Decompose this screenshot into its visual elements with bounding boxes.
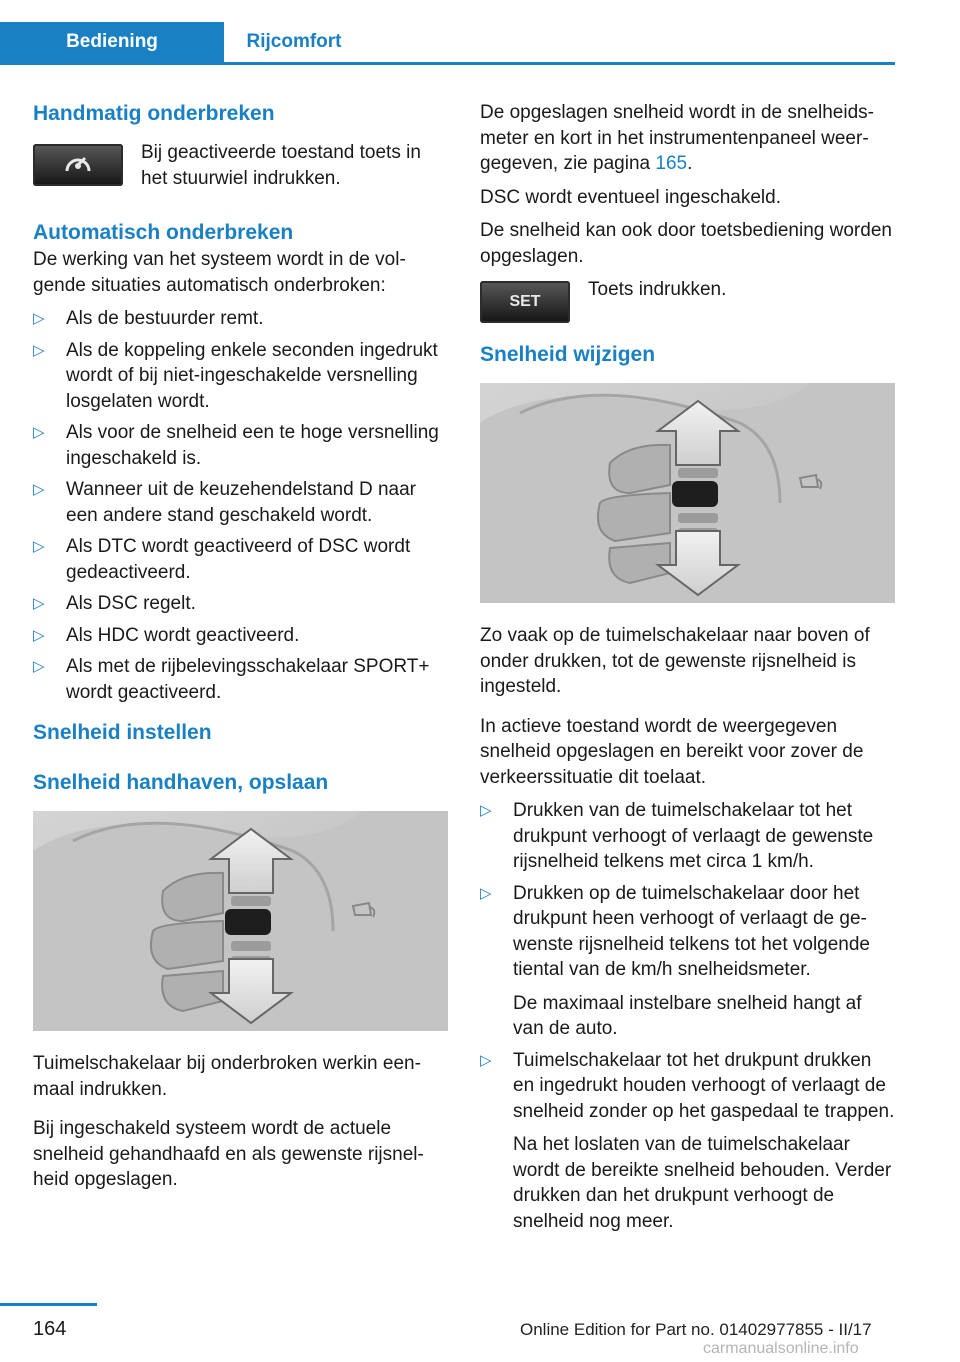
list-item-note: De maximaal instelbare snelheid hangt af van de auto. [513, 992, 862, 1039]
set-key-row [480, 277, 895, 323]
after-image-text-2: Bij ingeschakeld systeem wordt de actuele snelheid gehandhaafd en als gewenste rijsnelheid opgeslagen. [33, 1118, 424, 1190]
triangle-bullet-icon: ▷ [33, 658, 45, 675]
triangle-bullet-icon: ▷ [33, 341, 45, 359]
stored-speed-text: De opgeslagen snelheid wordt in de snelheidsmeter en kort in het instrumentenpaneel weergegeven, zie pagina 165. [480, 102, 874, 174]
triangle-bullet-icon: ▷ [480, 1051, 492, 1069]
list-item: ▷ Wanneer uit de keuzehendelstand D naar een andere stand geschakeld wordt. [33, 479, 416, 526]
right-column [480, 100, 895, 1242]
after-image-text-1: Tuimelschakelaar bij onderbroken werkin eenmaal indrukken. [33, 1053, 421, 1100]
list-item-note: Na het loslaten van de tuimelschakelaar wordt de bereikte snelheid behouden. Verder drukken dan het drukpunt verhoogt de snelheid nog meer. [513, 1134, 892, 1232]
change-list [480, 798, 895, 1234]
set-key-text: Toets indrukken. [588, 279, 727, 300]
list-item: ▷ Als voor de snelheid een te hoge versnelling ingeschakeld is. [33, 422, 439, 469]
watermark: carmanualsonline.info [703, 1340, 859, 1357]
steering-wheel-rocker-image [480, 383, 895, 603]
list-item: ▷ Als DTC wordt geactiveerd of DSC wordt gedeactiveerd. [33, 536, 411, 583]
left-column [33, 100, 448, 1201]
tab-rijcomfort[interactable]: Rijcomfort [246, 31, 342, 52]
header-tabs [0, 22, 895, 65]
list-item: ▷ Als HDC wordt geactiveerd. [33, 623, 448, 649]
list-item: ▷ Als de bestuurder remt. [33, 306, 448, 332]
heading-manual-interrupt: Handmatig onderbreken [33, 102, 275, 125]
triangle-bullet-icon: ▷ [33, 424, 45, 441]
page-number: 164 [33, 1318, 67, 1340]
key-store-text: De snelheid kan ook door toetsbediening worden opgeslagen. [480, 220, 892, 267]
triangle-bullet-icon: ▷ [480, 884, 492, 902]
triangle-bullet-icon: ▷ [33, 310, 45, 327]
auto-list [33, 306, 448, 705]
cruise-control-interrupt-icon [33, 144, 123, 186]
triangle-bullet-icon: ▷ [33, 481, 45, 498]
after-image-text-1: Zo vaak op de tuimelschakelaar naar boven of onder drukken, tot de gewenste rijsnelheid is ingesteld. [480, 625, 870, 697]
heading-auto-interrupt: Automatisch onderbreken [33, 221, 294, 244]
after-image-text-2: In actieve toestand wordt de weergegeven snelheid opgeslagen en bereikt voor zover de verkeerssituatie dit toelaat. [480, 715, 864, 788]
page-link-165[interactable]: 165 [655, 153, 688, 174]
edition-note: Online Edition for Part no. 01402977855 - II/17 [520, 1320, 872, 1339]
heading-maintain-store: Snelheid handhaven, opslaan [33, 771, 329, 794]
triangle-bullet-icon: ▷ [480, 802, 492, 819]
triangle-bullet-icon: ▷ [33, 538, 45, 555]
interrupt-text: Bij geactiveerde toestand toets in het stuurwiel indrukken. [141, 142, 421, 189]
tab-bediening[interactable]: Bediening [0, 22, 224, 62]
triangle-bullet-icon: ▷ [33, 595, 45, 612]
list-item: ▷ Als met de rijbelevingsschakelaar SPORT+ wordt geactiveerd. [33, 656, 430, 703]
heading-change-speed: Snelheid wijzigen [480, 343, 656, 366]
auto-intro: De werking van het systeem wordt in de volgende situaties automatisch onderbroken: [33, 249, 406, 296]
list-item: ▷ Drukken van de tuimelschakelaar tot het drukpunt verhoogt of verlaagt de gewenste rijsnelheid telkens met circa 1 km/h. [480, 800, 874, 872]
set-key-icon: SET [480, 281, 570, 323]
list-item: ▷ Als DSC regelt. [33, 591, 448, 617]
steering-wheel-rocker-image [33, 811, 448, 1031]
list-item: ▷ Als de koppeling enkele seconden ingedrukt wordt of bij niet-ingeschakelde versnelling losgelaten wordt. [33, 339, 438, 412]
footer-rule [0, 1303, 97, 1306]
heading-set-speed: Snelheid instellen [33, 721, 212, 744]
triangle-bullet-icon: ▷ [33, 626, 45, 644]
dsc-text: DSC wordt eventueel ingeschakeld. [480, 186, 782, 208]
list-item: ▷ Drukken op de tuimelschakelaar door het drukpunt heen verhoogt of verlaagt de gewenste rijsnelheid telkens tot het volgende tiental van de km/h snelheidsmeter. De maximaal instelbare snelheid hangt af van de auto. [480, 881, 895, 1042]
list-item: ▷ Tuimelschakelaar tot het drukpunt drukken en ingedrukt houden verhoogt of verlaagt de snelheid zonder op het gaspedaal te trappen. Na het loslaten van de tuimelschakelaar wordt de bereikte snelheid behouden. Verder drukken dan het drukpunt verhoogt de snelheid nog meer. [480, 1048, 895, 1235]
interrupt-key-row [33, 140, 448, 191]
